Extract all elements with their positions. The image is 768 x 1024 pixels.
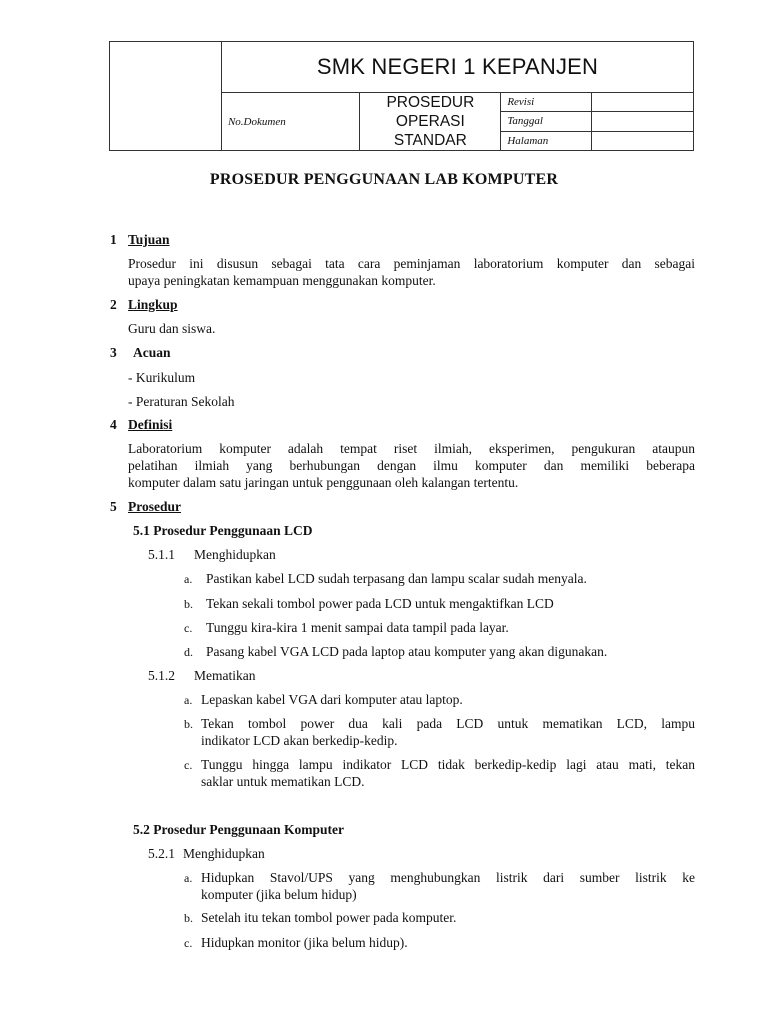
lcd-off-label: Mematikan <box>194 668 256 683</box>
lcd-on-item: Tunggu kira-kira 1 menit sampai data tampil pada layar. <box>206 620 509 635</box>
lcd-off-item-a: Lepaskan kabel VGA dari komputer atau laptop. <box>201 692 463 707</box>
section-2-text: Guru dan siswa. <box>128 321 216 336</box>
document-title: PROSEDUR PENGGUNAAN LAB KOMPUTER <box>209 171 559 188</box>
section-1-line-2: upaya peningkatan kemampuan menggunakan komputer. <box>128 273 436 288</box>
section-4-paragraph <box>128 440 695 491</box>
school-name: SMK NEGERI 1 KEPANJEN <box>221 42 693 93</box>
pc-item-c-marker: c. <box>184 936 193 950</box>
lcd-on-item-marker: b. <box>184 597 193 611</box>
document-header-table <box>109 41 694 151</box>
revisi-label: Revisi <box>501 93 591 112</box>
lcd-on-item-marker: d. <box>184 645 193 659</box>
pc-item-a <box>201 869 695 903</box>
pc-item-c: Hidupkan monitor (jika belum hidup). <box>201 935 408 950</box>
lcd-on-item-marker: c. <box>184 621 193 635</box>
section-4-line-2: pelatihan ilmiah yang berhubungan dengan ilmu komputer dan memiliki beberapa <box>128 458 695 473</box>
lcd-on-item-marker: a. <box>184 572 193 586</box>
section-3-item-1: - Kurikulum <box>128 370 196 385</box>
pc-item-b: Setelah itu tekan tombol power pada komputer. <box>201 910 457 925</box>
pc-procedure-heading: 5.2 Prosedur Penggunaan Komputer <box>133 822 345 837</box>
lcd-off-item-c-marker: c. <box>184 758 193 772</box>
lcd-on-item: Tekan sekali tombol power pada LCD untuk mengaktifkan LCD <box>206 596 554 611</box>
lcd-off-item-c-line-1: Tunggu hingga lampu indikator LCD tidak berkedip-kedip lagi atau mati, tekan <box>201 757 695 772</box>
revisi-value <box>591 93 693 112</box>
sop-title <box>360 93 501 151</box>
section-2-number: 2 <box>110 297 117 312</box>
doc-number-label: No.Dokumen <box>221 93 359 151</box>
tanggal-value <box>591 112 693 131</box>
lcd-off-number: 5.1.2 <box>148 668 175 683</box>
section-4-line-3: komputer dalam satu jaringan untuk penggunaan oleh kalangan tertentu. <box>128 475 519 490</box>
lcd-off-item-b-line-2: indikator LCD akan berkedip-kedip. <box>201 733 398 748</box>
lcd-on-item: Pastikan kabel LCD sudah terpasang dan lampu scalar sudah menyala. <box>206 571 587 586</box>
section-2-heading: Lingkup <box>128 297 178 312</box>
pc-on-number: 5.2.1 <box>148 846 175 861</box>
lcd-on-item: Pasang kabel VGA LCD pada laptop atau komputer yang akan digunakan. <box>206 644 608 659</box>
section-4-number: 4 <box>110 417 117 432</box>
pc-item-b-marker: b. <box>184 911 193 925</box>
sop-title-line1: PROSEDUR OPERASI <box>386 94 475 130</box>
section-1-paragraph <box>128 255 695 289</box>
lcd-on-number: 5.1.1 <box>148 547 175 562</box>
sop-title-line2: STANDAR <box>393 132 467 149</box>
section-5-heading: Prosedur <box>128 499 181 514</box>
pc-item-a-line-1: Hidupkan Stavol/UPS yang menghubungkan listrik dari sumber listrik ke <box>201 870 695 885</box>
section-1-number: 1 <box>110 232 117 247</box>
lcd-off-item-c <box>201 756 695 790</box>
pc-item-a-marker: a. <box>184 871 193 885</box>
section-4-line-1: Laboratorium komputer adalah tempat riset ilmiah, eksperimen, pengukuran ataupun <box>128 441 695 456</box>
halaman-value <box>591 131 693 150</box>
section-3-number: 3 <box>110 345 117 360</box>
tanggal-label: Tanggal <box>501 112 591 131</box>
section-3-heading: Acuan <box>133 345 171 360</box>
lcd-off-item-a-marker: a. <box>184 693 193 707</box>
lcd-off-item-b-marker: b. <box>184 717 193 731</box>
lcd-on-label: Menghidupkan <box>194 547 276 562</box>
lcd-off-item-b <box>201 715 695 749</box>
lcd-off-item-b-line-1: Tekan tombol power dua kali pada LCD untuk mematikan LCD, lampu <box>201 716 695 731</box>
section-4-heading: Definisi <box>128 417 173 432</box>
lcd-procedure-heading: 5.1 Prosedur Penggunaan LCD <box>133 523 313 538</box>
section-5-number: 5 <box>110 499 117 514</box>
section-1-heading: Tujuan <box>128 232 170 247</box>
section-1-line-1: Prosedur ini disusun sebagai tata cara peminjaman laboratorium komputer dan sebagai <box>128 256 695 271</box>
halaman-label: Halaman <box>501 131 591 150</box>
lcd-off-item-c-line-2: saklar untuk mematikan LCD. <box>201 774 365 789</box>
pc-item-a-line-2: komputer (jika belum hidup) <box>201 887 357 902</box>
logo-cell <box>110 42 222 151</box>
pc-on-label: Menghidupkan <box>183 846 265 861</box>
section-3-item-2: - Peraturan Sekolah <box>128 394 235 409</box>
